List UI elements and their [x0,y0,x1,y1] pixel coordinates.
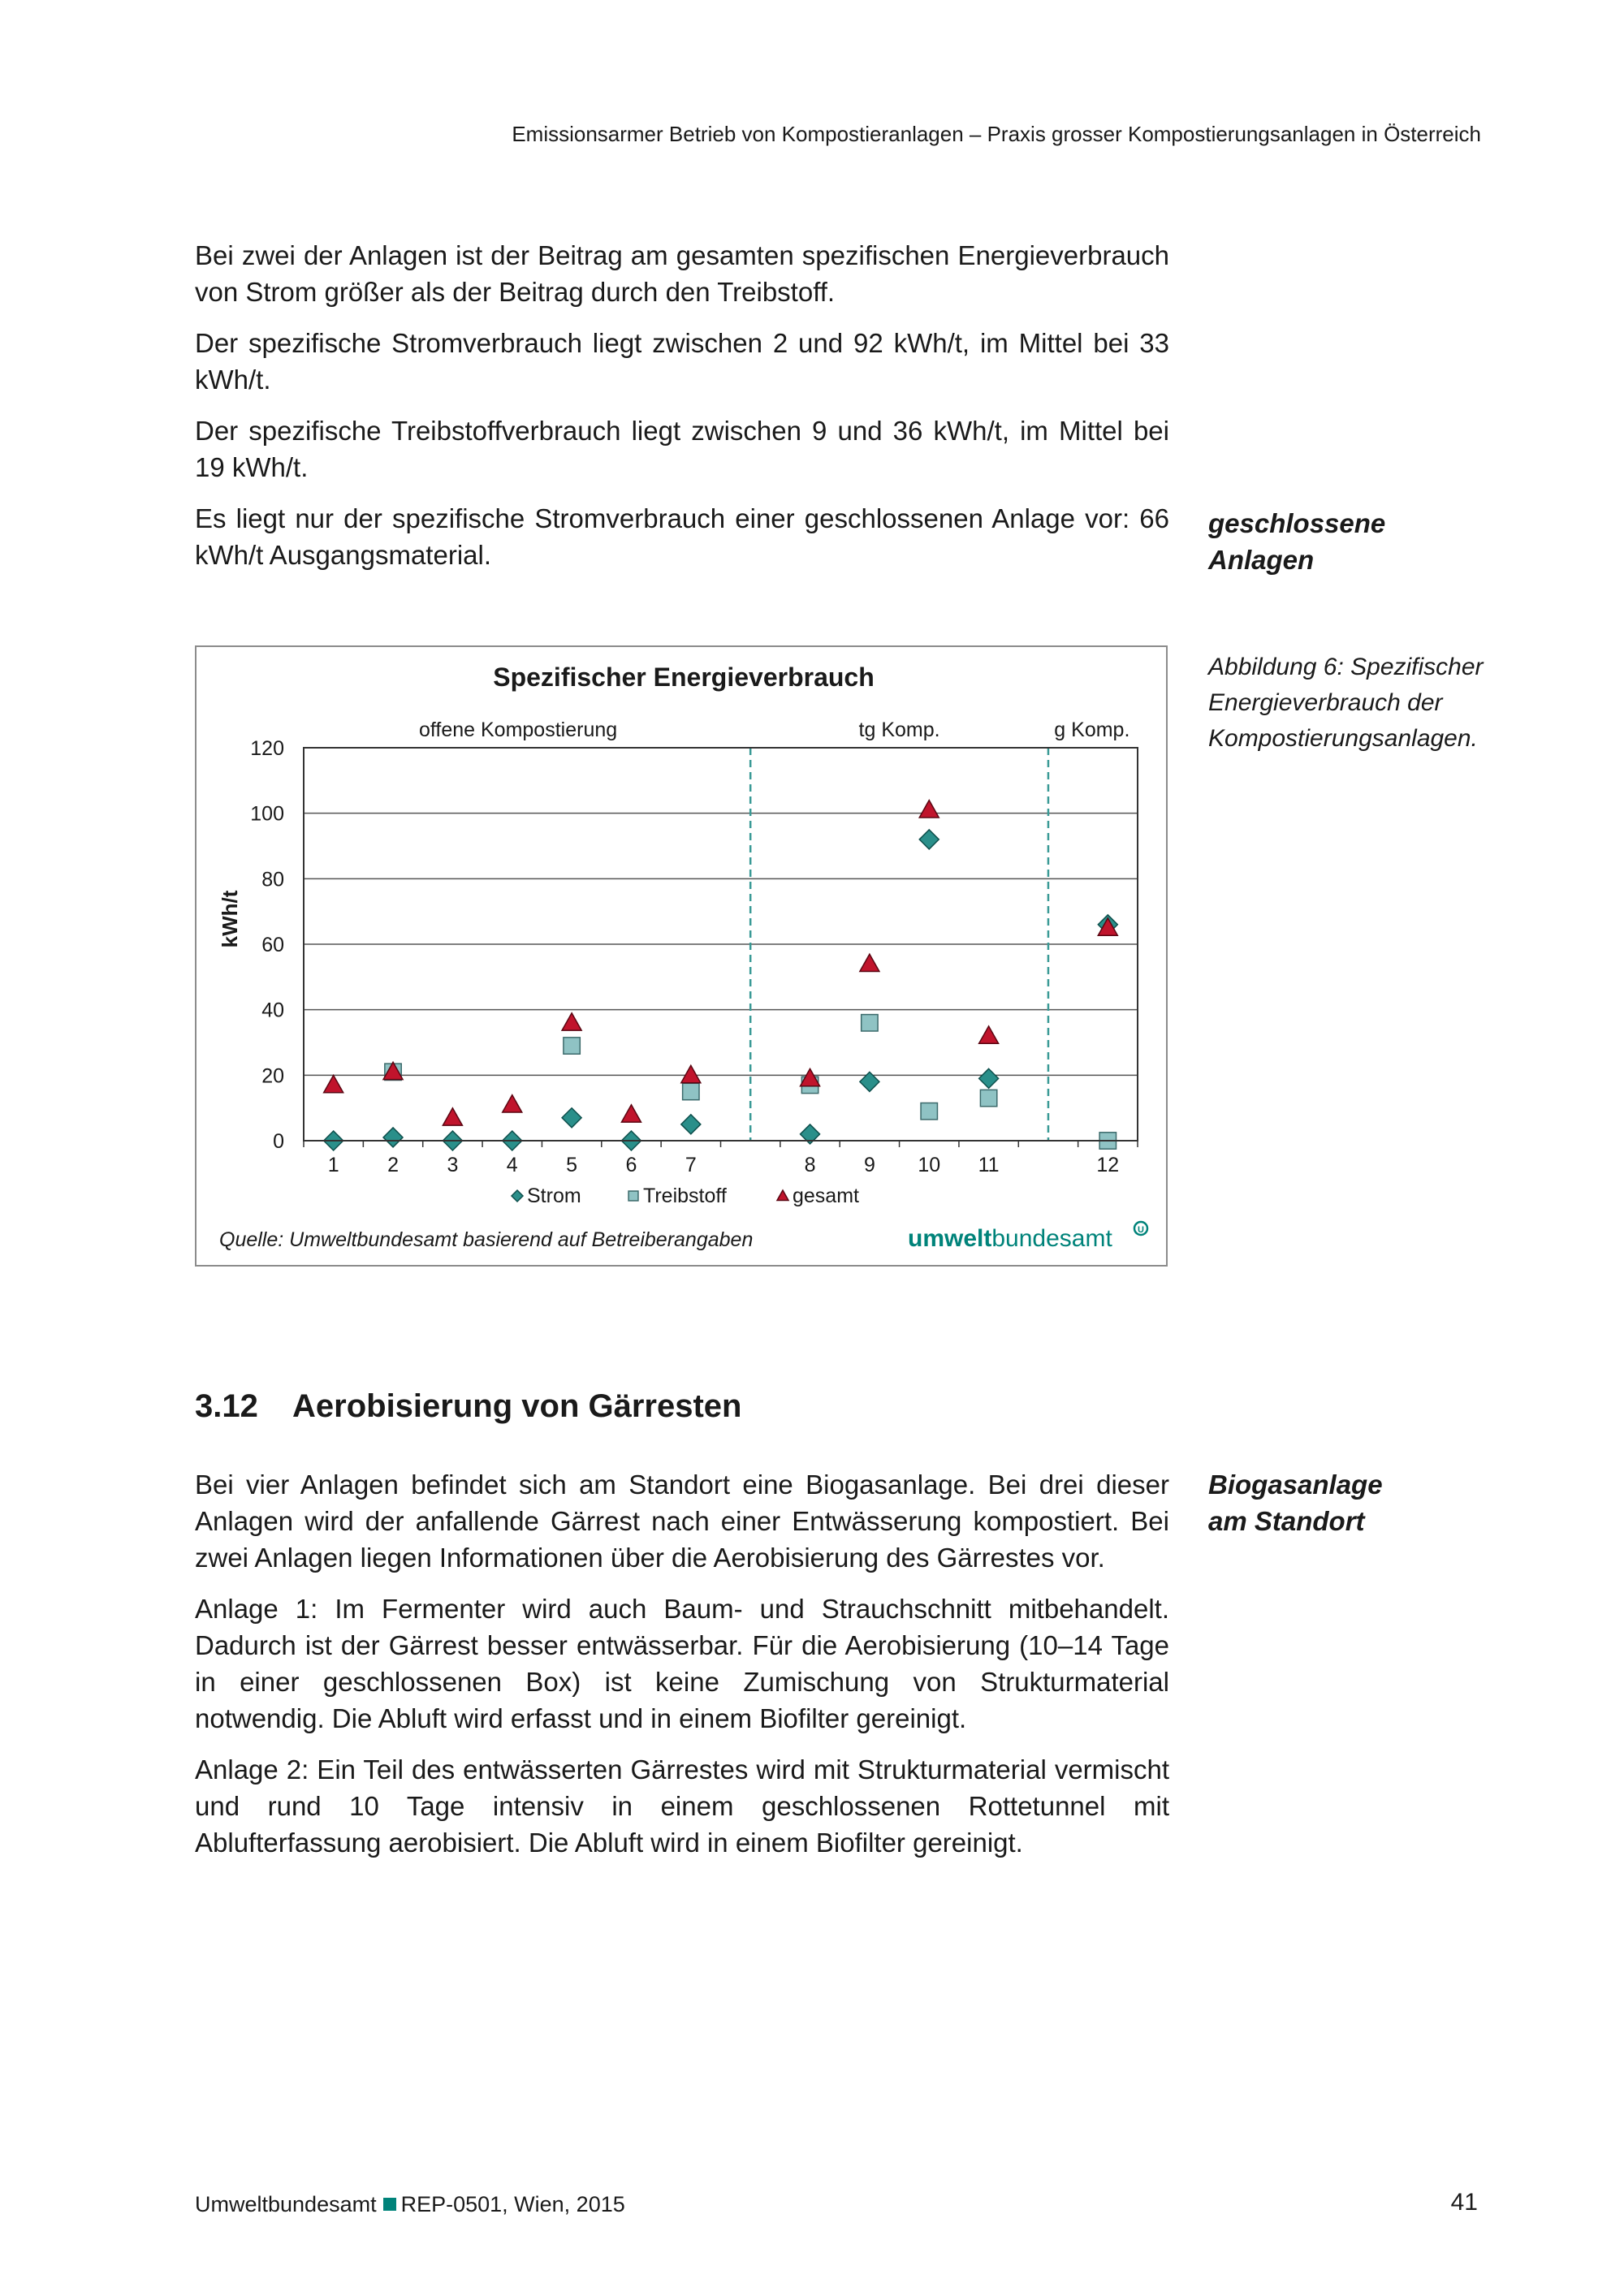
y-tick-label: 120 [250,737,284,760]
footer-publisher-name: Umweltbundesamt [195,2192,377,2216]
data-point-treibstoff [921,1103,937,1120]
paragraph: Bei zwei der Anlagen ist der Beitrag am gesamten spezifischen Energieverbrauch von Strom größer als der Beitrag durch den Treibstoff. [195,240,1169,307]
page-number: 41 [1450,2189,1478,2216]
paragraph: Der spezifische Treibstoffverbrauch liegt zwischen 9 und 36 kWh/t, im Mittel bei 19 kWh/t. [195,416,1169,482]
data-point-treibstoff [564,1038,580,1054]
x-tick-label: 10 [918,1154,941,1176]
x-tick-label: 12 [1096,1154,1120,1176]
figure-caption: Abbildung 6: Spezifischer Energieverbrauch der Kompostierungsanlagen. [1208,654,1484,752]
data-point-treibstoff [683,1083,699,1099]
y-tick-label: 40 [261,999,284,1022]
logo-text-bundesamt: bundesamt [991,1225,1112,1252]
data-point-gesamt [860,954,879,971]
footer-report-id: REP-0501, Wien, 2015 [400,2192,625,2216]
group-label: offene Kompostierung [419,719,618,741]
x-tick-label: 9 [863,1154,875,1176]
data-point-treibstoff [980,1090,996,1106]
chart-svg [197,647,1169,1268]
legend-marker-treibstoff [628,1191,638,1201]
running-header: Emissionsarmer Betrieb von Kompostieranlagen – Praxis grosser Kompostierungsanlagen in Österreich [512,122,1481,146]
x-tick-label: 8 [804,1154,816,1176]
paragraph: Es liegt nur der spezifische Stromverbrauch einer geschlossenen Anlage vor: 66 kWh/t Ausgangsmaterial. [195,503,1169,570]
x-tick-label: 11 [978,1154,1000,1176]
x-tick-label: 7 [685,1154,697,1176]
x-tick-label: 6 [625,1154,637,1176]
x-tick-label: 1 [327,1154,339,1176]
y-tick-label: 20 [261,1064,284,1088]
x-tick-label: 5 [566,1154,578,1176]
footer-publisher [195,2192,625,2217]
x-tick-label: 3 [447,1154,459,1176]
legend-label: Treibstoff [643,1185,727,1207]
paragraph: Bei vier Anlagen befindet sich am Standort eine Biogasanlage. Bei drei dieser Anlagen wird der anfallende Gärrest nach einer Entwässerung kompostiert. Bei zwei Anlagen liegen Informationen über die Aerobisierung des Gärrestes vor. [195,1470,1169,1573]
paragraph: Anlage 1: Im Fermenter wird auch Baum- und Strauchschnitt mitbehandelt. Dadurch ist der Gärrest besser entwässerbar. Für die Aerobisierung (10–14 Tage in einer geschlossenen Box) ist keine Zumischung von Strukturmaterial notwendig. Die Abluft wird erfasst und in einem Biofilter gereinigt. [195,1594,1169,1733]
footer-square-icon [383,2198,396,2211]
data-point-gesamt [503,1095,522,1112]
data-point-gesamt [979,1026,999,1043]
paragraph: Anlage 2: Ein Teil des entwässerten Gärrestes wird mit Strukturmaterial vermischt und rund 10 Tage intensiv in einem geschlossenen Rottetunnel mit Ablufterfassung aerobisiert. Die Abluft wird in einem Biofilter gereinigt. [195,1754,1169,1858]
data-point-gesamt [443,1108,462,1125]
intro-text [195,237,1169,588]
data-point-strom [383,1128,403,1147]
umweltbundesamt-logo [908,1222,1147,1252]
section-text [195,1466,1169,1875]
chart-title: Spezifischer Energieverbrauch [493,662,875,692]
data-point-gesamt [324,1075,343,1092]
x-tick-label: 4 [506,1154,518,1176]
legend-label: gesamt [793,1185,859,1207]
group-label: tg Komp. [858,719,940,741]
figure-energieverbrauch [195,645,1168,1267]
data-point-strom [681,1115,701,1134]
data-point-gesamt [919,801,939,818]
data-point-strom [919,830,939,849]
section-number: 3.12 [195,1388,258,1424]
y-tick-label: 60 [261,934,284,956]
legend-label: Strom [527,1185,581,1207]
margin-note-geschlossene-anlagen: geschlossene Anlagen [1208,508,1386,575]
data-point-treibstoff [862,1015,878,1031]
y-tick-label: 100 [250,802,284,826]
data-point-strom [562,1108,581,1128]
legend-marker-strom [512,1190,523,1202]
y-tick-label: 0 [273,1130,284,1153]
data-point-gesamt [681,1065,701,1082]
y-axis-label: kWh/t [218,890,242,948]
section-title: Aerobisierung von Gärresten [292,1388,742,1424]
data-point-strom [979,1068,999,1088]
data-point-gesamt [562,1013,581,1030]
y-tick-label: 80 [261,868,284,891]
group-label: g Komp. [1054,719,1130,741]
chart-legend [512,1185,859,1207]
legend-marker-gesamt [777,1190,788,1200]
svg-text:umweltbundesamt [908,1225,1112,1252]
data-point-gesamt [621,1105,641,1122]
margin-note-biogasanlage: Biogasanlage am Standort [1208,1470,1383,1536]
paragraph: Der spezifische Stromverbrauch liegt zwischen 2 und 92 kWh/t, im Mittel bei 33 kWh/t. [195,328,1169,395]
logo-text-umwelt: umwelt [908,1225,992,1252]
logo-badge: U [1138,1225,1144,1235]
x-tick-label: 2 [387,1154,399,1176]
section-heading [195,1388,741,1425]
figure-source: Quelle: Umweltbundesamt basierend auf Betreiberangaben [219,1228,754,1251]
